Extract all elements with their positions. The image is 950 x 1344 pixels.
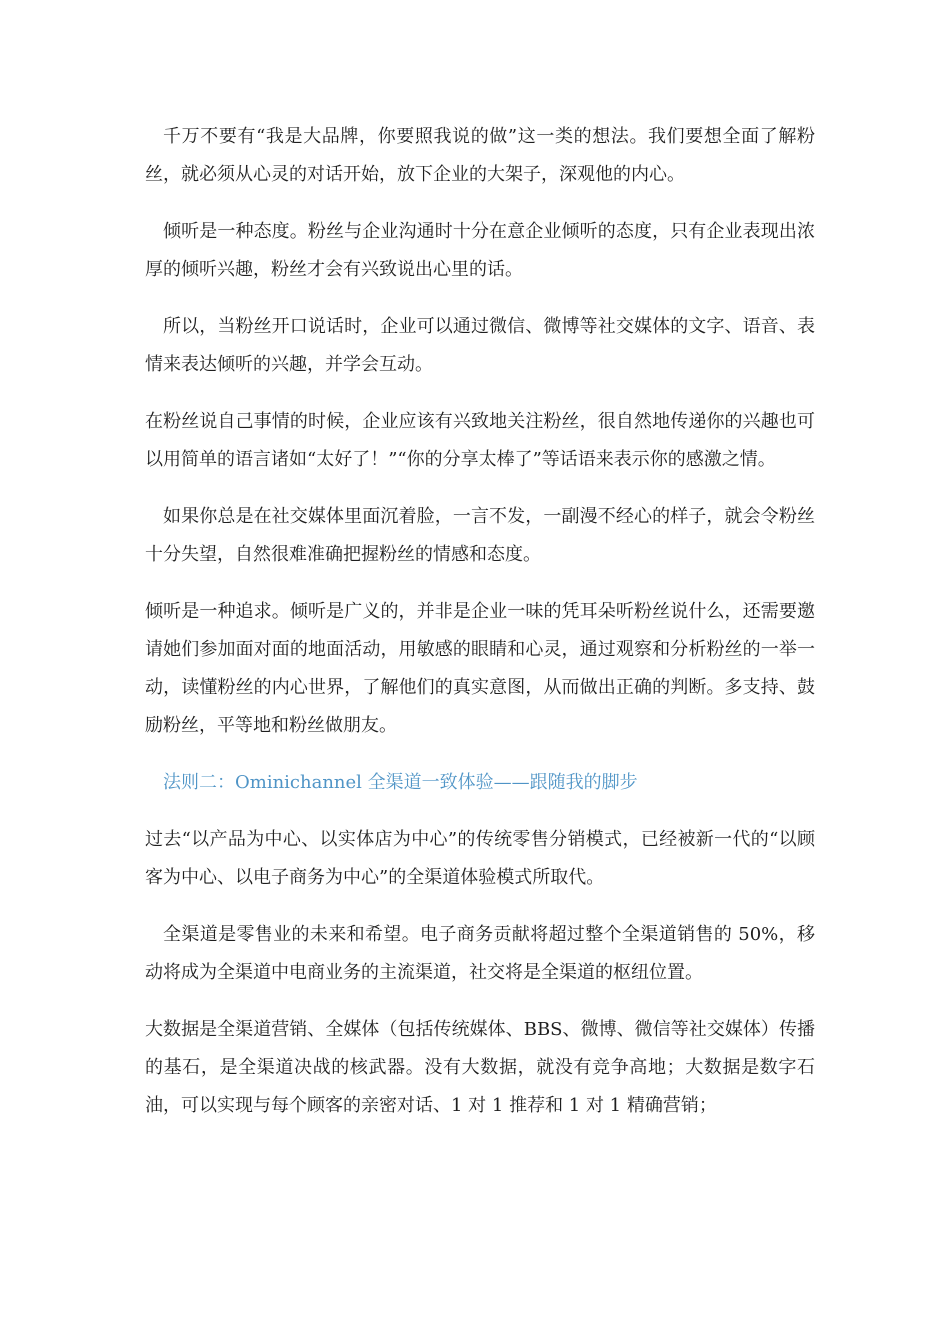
paragraph-1: 千万不要有“我是大品牌，你要照我说的做”这一类的想法。我们要想全面了解粉丝，就必须从心灵的对话开始，放下企业的大架子，深观他的内心。 bbox=[145, 126, 815, 185]
paragraph-5: 如果你总是在社交媒体里面沉着脸，一言不发，一副漫不经心的样子，就会令粉丝十分失望，自然很难准确把握粉丝的情感和态度。 bbox=[145, 506, 815, 565]
paragraph-2: 倾听是一种态度。粉丝与企业沟通时十分在意企业倾听的态度，只有企业表现出浓厚的倾听兴趣，粉丝才会有兴致说出心里的话。 bbox=[145, 221, 815, 280]
paragraph-3: 所以，当粉丝开口说话时，企业可以通过微信、微博等社交媒体的文字、语音、表情来表达倾听的兴趣，并学会互动。 bbox=[145, 316, 815, 375]
paragraph-8: 全渠道是零售业的未来和希望。电子商务贡献将超过整个全渠道销售的 50%，移动将成为全渠道中电商业务的主流渠道，社交将是全渠道的枢纽位置。 bbox=[145, 924, 815, 983]
paragraph-6: 倾听是一种追求。倾听是广义的，并非是企业一味的凭耳朵听粉丝说什么，还需要邀请她们参加面对面的地面活动，用敏感的眼睛和心灵，通过观察和分析粉丝的一举一动，读懂粉丝的内心世界，了解他们的真实意图，从而做出正确的判断。多支持、鼓励粉丝，平等地和粉丝做朋友。 bbox=[145, 601, 815, 736]
paragraph-9: 大数据是全渠道营销、全媒体（包括传统媒体、BBS、微博、微信等社交媒体）传播的基石，是全渠道决战的核武器。没有大数据，就没有竞争高地；大数据是数字石油，可以实现与每个顾客的亲密对话、1 对 1 推荐和 1 对 1 精确营销； bbox=[145, 1019, 815, 1116]
section-heading: 法则二：Ominichannel 全渠道一致体验——跟随我的脚步 bbox=[163, 772, 638, 793]
paragraph-4: 在粉丝说自己事情的时候，企业应该有兴致地关注粉丝，很自然地传递你的兴趣也可以用简单的语言诸如“太好了！”“你的分享太棒了”等话语来表示你的感激之情。 bbox=[145, 411, 815, 470]
document-body bbox=[145, 118, 815, 1144]
paragraph-7: 过去“以产品为中心、以实体店为中心”的传统零售分销模式，已经被新一代的“以顾客为中心、以电子商务为中心”的全渠道体验模式所取代。 bbox=[145, 829, 815, 888]
